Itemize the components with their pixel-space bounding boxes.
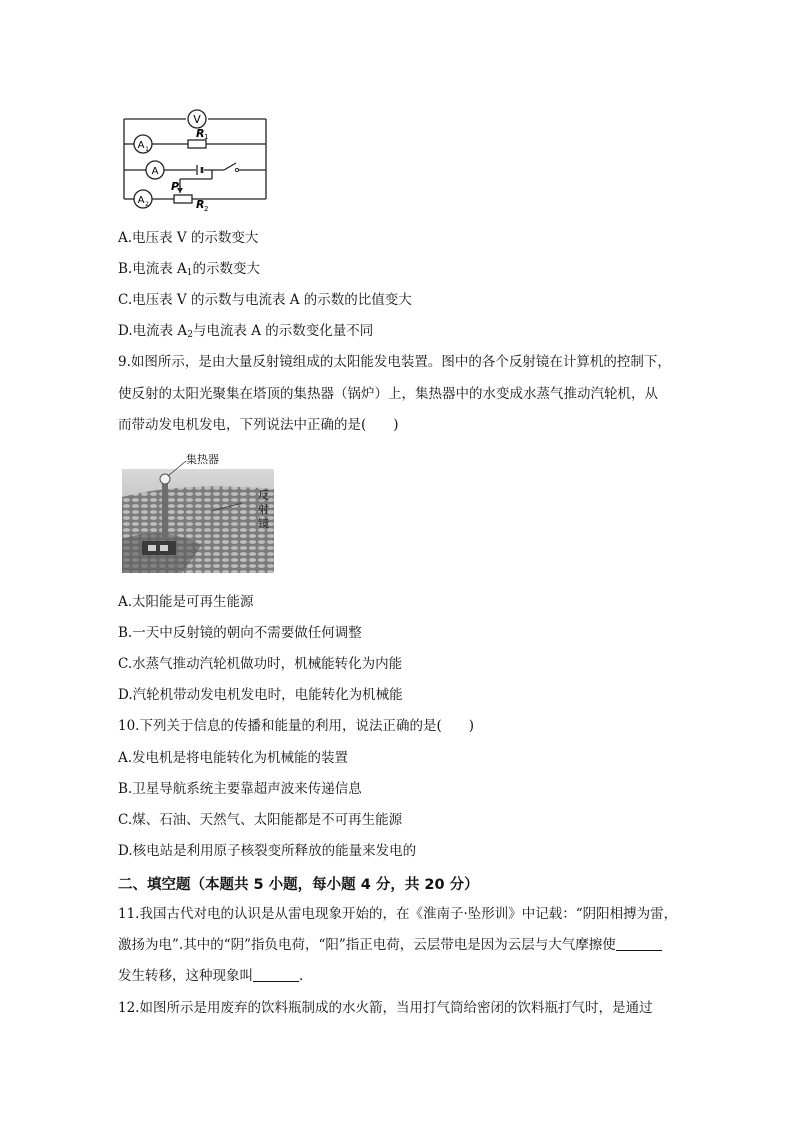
q10-option-c: C.煤、石油、天然气、太阳能都是不可再生能源 xyxy=(118,812,403,828)
q11-line-3 xyxy=(118,968,303,984)
q9-option-c: C.水蒸气推动汽轮机做功时，机械能转化为内能 xyxy=(118,656,403,672)
q9-option-b: B.一天中反射镜的朝向不需要做任何调整 xyxy=(118,625,362,641)
q8-option-c: C.电压表 V 的示数与电流表 A 的示数的比值变大 xyxy=(118,292,412,308)
slider-p-label: P xyxy=(171,180,180,193)
resistor-r1-sub: 1 xyxy=(204,133,209,141)
mirror-label-1: 反 xyxy=(258,489,269,502)
ammeter-a-label: A xyxy=(151,166,159,177)
answer-blank-1[interactable] xyxy=(616,938,662,951)
q8-option-d-sub: 2 xyxy=(187,330,193,340)
solar-plant-photo xyxy=(122,449,274,573)
voltmeter-icon xyxy=(188,110,206,128)
collector-label: 集热器 xyxy=(186,453,219,466)
ammeter-a2-sub: 2 xyxy=(145,201,149,208)
q9-stem-line-3: 而带动发电机发电，下列说法中正确的是( ) xyxy=(118,417,399,433)
ammeter-a2-label: A xyxy=(137,195,145,206)
ammeter-a1-sub: 1 xyxy=(145,146,149,153)
ammeter-a1-label: A xyxy=(137,140,145,151)
section-heading: 二、填空题（本题共 5 小题，每小题 4 分，共 20 分） xyxy=(118,877,479,893)
q9-option-d: D.汽轮机带动发电机发电时，电能转化为机械能 xyxy=(118,687,403,703)
ammeter-a2-icon xyxy=(134,190,152,208)
q11-line-3-text: 发生转移，这种现象叫 xyxy=(118,968,253,984)
q10-option-d: D.核电站是利用原子核裂变所释放的能量来发电的 xyxy=(118,843,417,859)
q11-line-1: 11.我国古代对电的认识是从雷电现象开始的，在《淮南子·坠形训》中记载：“阴阳相搏为雷， xyxy=(118,906,678,922)
q9-stem-line-2: 使反射的太阳光聚集在塔顶的集热器（锅炉）上，集热器中的水变成水蒸气推动汽轮机，从 xyxy=(118,386,658,402)
mirror-label-2: 射 xyxy=(258,503,269,516)
q8-option-b-sub: 1 xyxy=(186,268,193,278)
circuit-diagram xyxy=(120,103,272,215)
q9-option-a: A.太阳能是可再生能源 xyxy=(118,594,254,610)
q8-option-b-rest: 的示数变大 xyxy=(192,261,260,277)
q11-line-2 xyxy=(118,937,662,953)
resistor-r2-sub: 2 xyxy=(204,205,209,213)
q12-line-1: 12.如图所示是用废弃的饮料瓶制成的水火箭，当用打气筒给密闭的饮料瓶打气时，是通过 xyxy=(118,1000,653,1016)
q11-line-2-text: 激扬为电”.其中的“阴”指负电荷，“阳”指正电荷，云层带电是因为云层与大气摩擦使 xyxy=(118,937,616,953)
q10-stem: 10.下列关于信息的传播和能量的利用，说法正确的是( ) xyxy=(118,718,475,734)
q8-option-a: A.电压表 V 的示数变大 xyxy=(118,230,259,246)
q8-option-d-rest: 与电流表 A 的示数变化量不同 xyxy=(192,323,374,339)
voltmeter-label: V xyxy=(193,113,201,126)
q8-option-d xyxy=(118,323,373,343)
q10-option-a: A.发电机是将电能转化为机械能的装置 xyxy=(118,750,349,766)
ammeter-a-icon xyxy=(146,161,164,179)
q11-line-3-end: . xyxy=(299,968,304,984)
q8-option-b xyxy=(118,261,260,281)
q10-option-b: B.卫星导航系统主要靠超声波来传递信息 xyxy=(118,781,362,797)
q8-option-d-text: D.电流表 A xyxy=(118,323,188,339)
q8-option-b-text: B.电流表 A xyxy=(118,261,187,277)
ammeter-a1-icon xyxy=(134,135,152,153)
answer-blank-2[interactable] xyxy=(253,969,299,982)
q9-stem-line-1: 9.如图所示，是由大量反射镜组成的太阳能发电装置。图中的各个反射镜在计算机的控制下， xyxy=(118,354,671,370)
resistor-r1-label: R xyxy=(196,127,205,140)
mirror-label-3: 镜 xyxy=(258,517,269,530)
resistor-r2-label: R xyxy=(196,198,205,211)
